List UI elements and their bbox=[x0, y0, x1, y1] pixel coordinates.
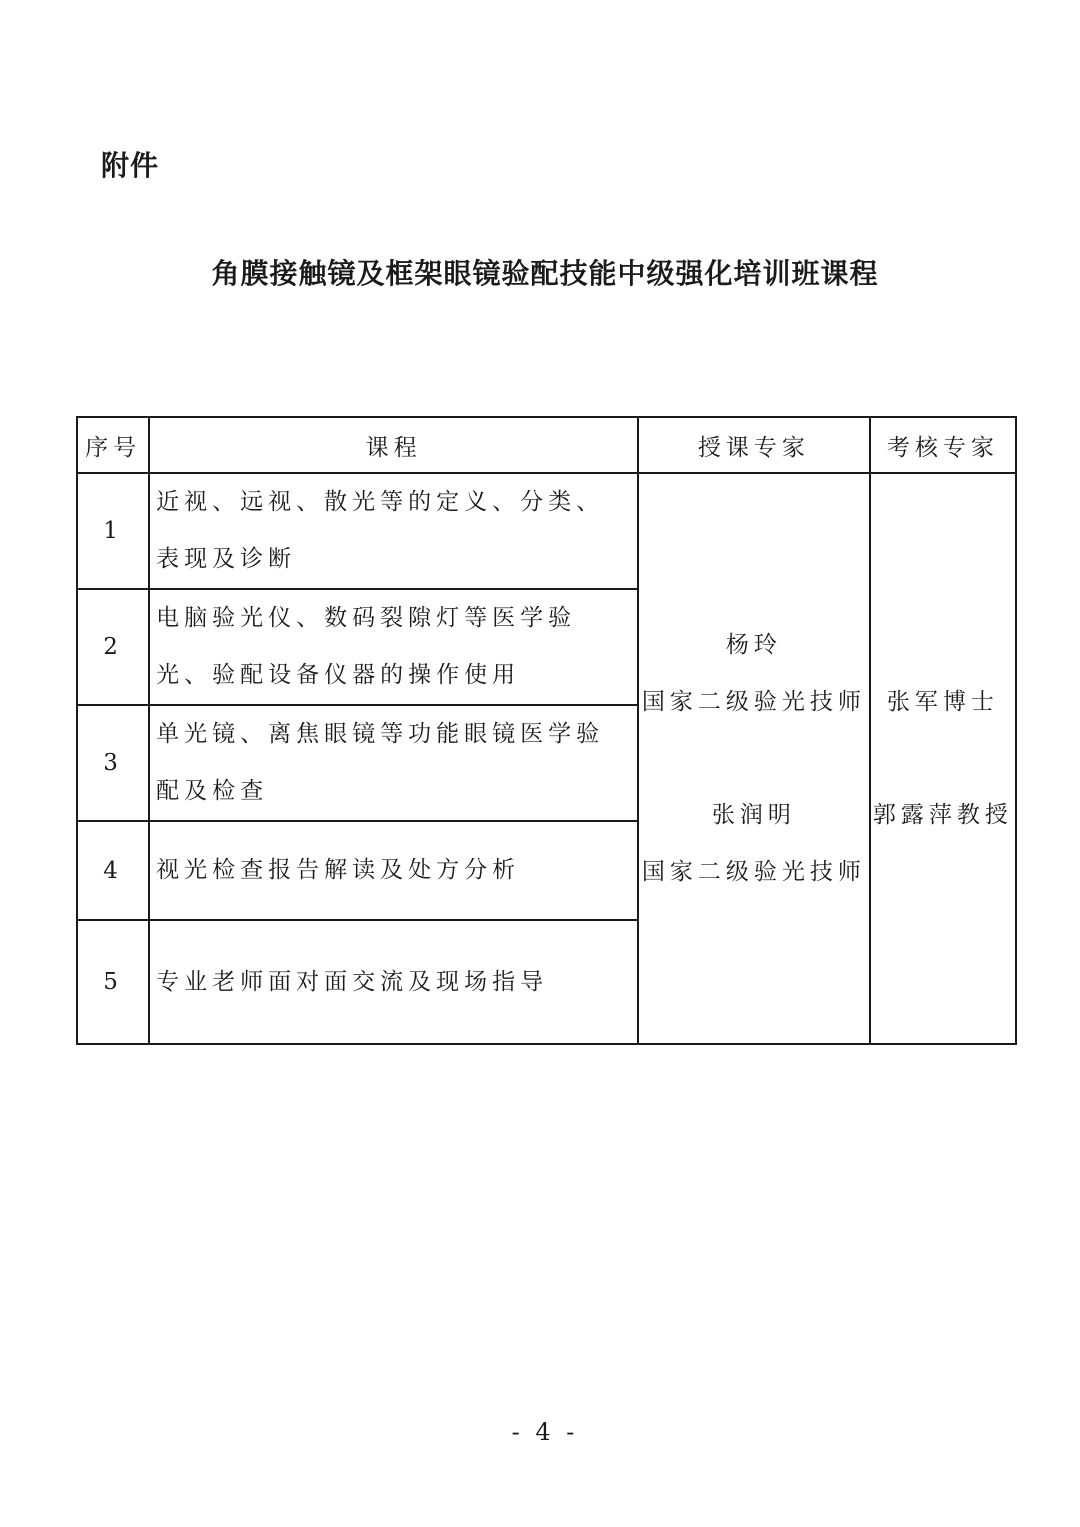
teacher-name: 杨玲 bbox=[725, 631, 782, 658]
row-number: 4 bbox=[77, 821, 149, 920]
course-name: 单光镜、离焦眼镜等功能眼镜医学验配及检查 bbox=[149, 705, 638, 821]
row-number: 1 bbox=[77, 473, 149, 589]
teacher-cell bbox=[638, 473, 869, 1044]
row-number: 5 bbox=[77, 920, 149, 1044]
teacher-title: 国家二级验光技师 bbox=[641, 858, 866, 885]
header-no: 序号 bbox=[77, 417, 149, 473]
header-examiner: 考核专家 bbox=[870, 417, 1016, 473]
course-name: 专业老师面对面交流及现场指导 bbox=[149, 920, 638, 1044]
course-name: 近视、远视、散光等的定义、分类、表现及诊断 bbox=[149, 473, 638, 589]
table-row bbox=[77, 473, 1016, 589]
page-number: - 4 - bbox=[511, 1418, 579, 1446]
examiner-name: 郭露萍教授 bbox=[872, 801, 1013, 828]
header-teacher: 授课专家 bbox=[638, 417, 869, 473]
table-header-row bbox=[77, 417, 1016, 473]
examiner-cell bbox=[870, 473, 1016, 1044]
page-title: 角膜接触镜及框架眼镜验配技能中级强化培训班课程 bbox=[211, 257, 879, 290]
attachment-label: 附件 bbox=[101, 149, 160, 182]
row-number: 2 bbox=[77, 589, 149, 705]
row-number: 3 bbox=[77, 705, 149, 821]
course-name: 视光检查报告解读及处方分析 bbox=[149, 821, 638, 920]
course-name: 电脑验光仪、数码裂隙灯等医学验光、验配设备仪器的操作使用 bbox=[149, 589, 638, 705]
header-course: 课程 bbox=[149, 417, 638, 473]
teacher-title: 国家二级验光技师 bbox=[641, 688, 866, 715]
course-table bbox=[76, 416, 1017, 1045]
examiner-name: 张军博士 bbox=[886, 688, 999, 715]
teacher-name: 张润明 bbox=[711, 801, 796, 828]
